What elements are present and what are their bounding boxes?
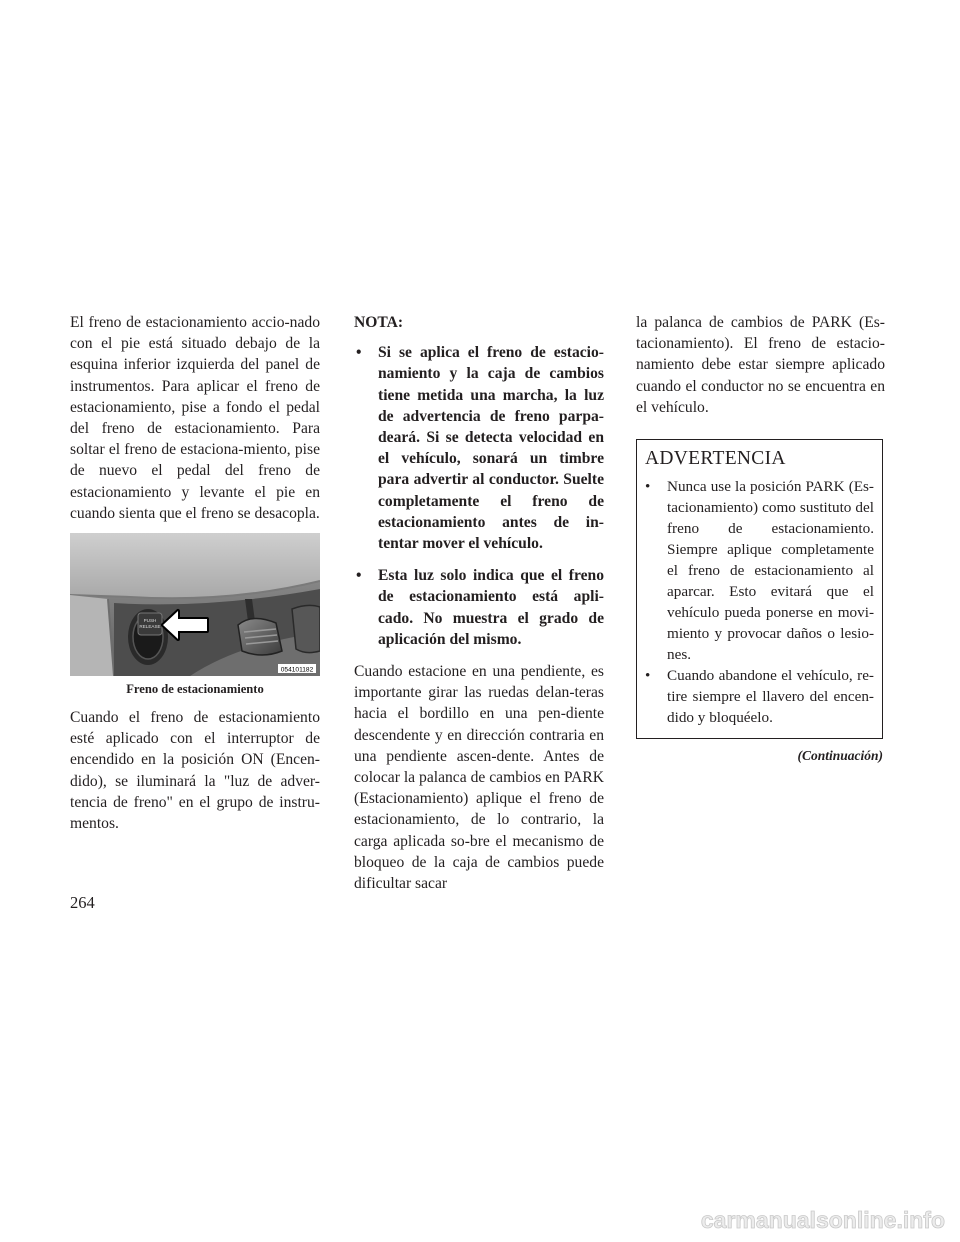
continuation-label: (Continuación) xyxy=(797,748,883,764)
right-column xyxy=(636,312,885,766)
image-code: 054101182 xyxy=(280,666,314,674)
warning-title: ADVERTENCIA xyxy=(645,448,786,470)
note-item xyxy=(354,565,604,650)
bullet-icon: • xyxy=(356,567,362,585)
note-item-text: Esta luz solo indica que el freno de estacionamiento está apli-cado. No muestra el grado de aplicación del mismo. xyxy=(378,567,604,648)
warning-box xyxy=(636,439,883,739)
note-item-text: Si se aplica el freno de estacio-namiento y la caja de cambios tiene metida una marcha, la luz de advertencia de freno parpa-deará. Si se detecta velocidad en el vehículo, sonará un timbre para advertir al conductor. Suelte completamente el freno de estacionamiento antes de in-tentar mover el vehículo. xyxy=(378,344,604,553)
knob-label-release: RELEASE xyxy=(139,624,161,630)
intro-paragraph: El freno de estacionamiento accio-nado con el pie está situado debajo de la esquina inferior izquierda del panel de instrumentos. Para aplicar el freno de estacionamiento, pise a fondo el pedal del freno de estacionamiento. Para soltar el freno de estaciona-miento, pise de nuevo el pedal del freno de estacionamiento y levante el pie en cuando sienta que el freno se desacopla. xyxy=(70,314,320,522)
parking-brake-figure xyxy=(70,533,320,697)
warning-item xyxy=(645,665,874,728)
warning-light-paragraph: Cuando el freno de estacionamiento esté aplicado con el interruptor de encendido en la posición ON (Encen-dido), se iluminará la "luz de adver-tencia de freno" en el grupo de instru-mentos. xyxy=(70,709,320,833)
warning-item xyxy=(645,476,874,665)
warning-item-text: Nunca use la posición PARK (Es-tacionamiento) como sustituto del freno de estacionamiento. Siempre aplique completamente el freno de estacionamiento al aparcar. Esto evitará que el vehículo pueda ponerse en movi-miento y provocar daños o lesio-nes. xyxy=(667,478,874,664)
knob-label-push: PUSH xyxy=(143,618,157,624)
figure-caption: Freno de estacionamiento xyxy=(126,682,264,697)
left-column xyxy=(70,312,320,834)
note-item xyxy=(354,342,604,554)
warning-list xyxy=(645,476,874,728)
note-title: NOTA: xyxy=(354,314,404,331)
parking-brake-photo xyxy=(70,533,320,676)
bullet-icon: • xyxy=(645,667,651,685)
warning-item-text: Cuando abandone el vehículo, re-tire siempre el llavero del encen-dido y bloquéelo. xyxy=(667,667,874,727)
watermark-text: carmanualsonline.info xyxy=(700,1207,945,1233)
bullet-icon: • xyxy=(645,478,651,496)
note-list xyxy=(354,342,604,650)
middle-column xyxy=(354,312,604,894)
watermark-logo xyxy=(656,1206,946,1234)
slope-paragraph: Cuando estacione en una pendiente, es importante girar las ruedas delan-teras hacia el bordillo en una pen-diente descendente y en dirección contraria en una pendiente ascen-dente. Antes de colocar la palanca de cambios en PARK (Estacionamiento) aplique el freno de estacionamiento, de lo contrario, la carga aplicada so-bre el mecanismo de bloqueo de la caja de cambios puede dificultar sacar xyxy=(354,663,604,893)
page-number: 264 xyxy=(70,893,95,912)
continued-paragraph: la palanca de cambios de PARK (Es-tacionamiento). El freno de estacio-namiento debe estar siempre aplicado cuando el conductor no se encuentra en el vehículo. xyxy=(636,314,885,416)
bullet-icon: • xyxy=(356,344,362,362)
